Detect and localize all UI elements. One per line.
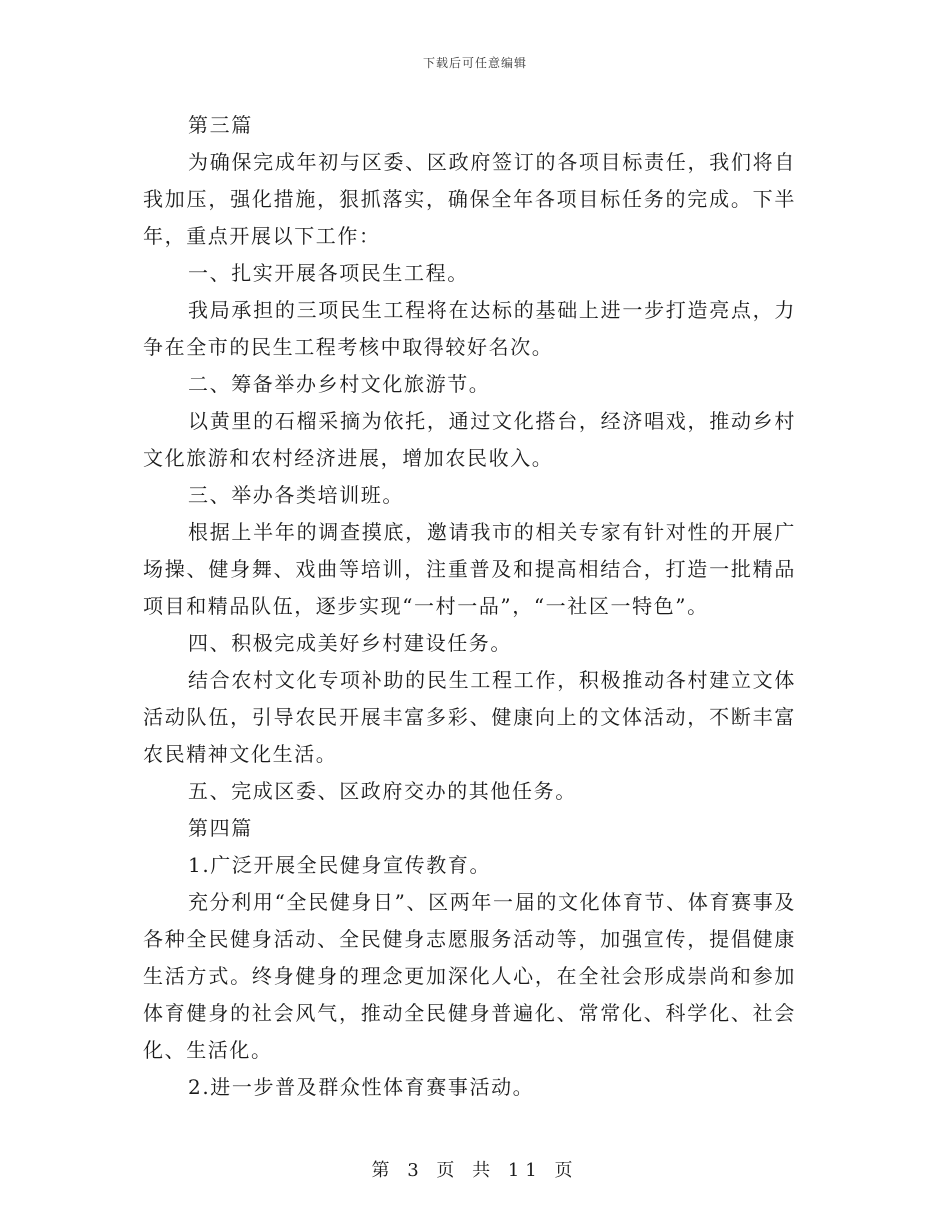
section-title-3: 第三篇 <box>188 113 253 137</box>
page-number: 第 3 页 共 11 页 <box>371 1160 579 1181</box>
item-heading-3: 三、举办各类培训班。 <box>188 483 404 507</box>
intro-paragraph: 为确保完成年初与区委、区政府签订的各项目标责任，我们将自我加压，强化措施，狠抓落实，确保全年各项目标任务的完成。下半年，重点开展以下工作： <box>143 150 796 248</box>
item-heading-1: 一、扎实开展各项民生工程。 <box>188 261 469 285</box>
s4-heading-2: 2.进一步普及群众性体育赛事活动。 <box>188 1075 535 1099</box>
s4-heading-1: 1.广泛开展全民健身宣传教育。 <box>188 853 492 877</box>
item-paragraph-1: 我局承担的三项民生工程将在达标的基础上进一步打造亮点，力争在全市的民生工程考核中取得较好名次。 <box>143 298 796 359</box>
page-header-note: 下载后可任意编辑 <box>422 56 527 70</box>
item-paragraph-3: 根据上半年的调查摸底，邀请我市的相关专家有针对性的开展广场操、健身舞、戏曲等培训，注重普及和提高相结合，打造一批精品项目和精品队伍，逐步实现“一村一品”，“一社区一特色”。 <box>143 520 796 618</box>
item-heading-2: 二、筹备举办乡村文化旅游节。 <box>188 372 491 396</box>
s4-paragraph-1: 充分利用“全民健身日”、区两年一届的文化体育节、体育赛事及各种全民健身活动、全民健身志愿服务活动等，加强宣传，提倡健康生活方式。终身健身的理念更加深化人心，在全社会形成崇尚和参加体育健身的社会风气，推动全民健身普遍化、常常化、科学化、社会化、生活化。 <box>143 890 796 1062</box>
document-body <box>143 107 796 1106</box>
item-paragraph-2: 以黄里的石榴采摘为依托，通过文化搭台，经济唱戏，推动乡村文化旅游和农村经济进展，增加农民收入。 <box>143 409 796 470</box>
item-heading-5: 五、完成区委、区政府交办的其他任务。 <box>188 779 577 803</box>
section-title-4: 第四篇 <box>188 816 253 840</box>
item-heading-4: 四、积极完成美好乡村建设任务。 <box>188 631 512 655</box>
item-paragraph-4: 结合农村文化专项补助的民生工程工作，积极推动各村建立文体活动队伍，引导农民开展丰富多彩、健康向上的文体活动，不断丰富农民精神文化生活。 <box>143 668 796 766</box>
